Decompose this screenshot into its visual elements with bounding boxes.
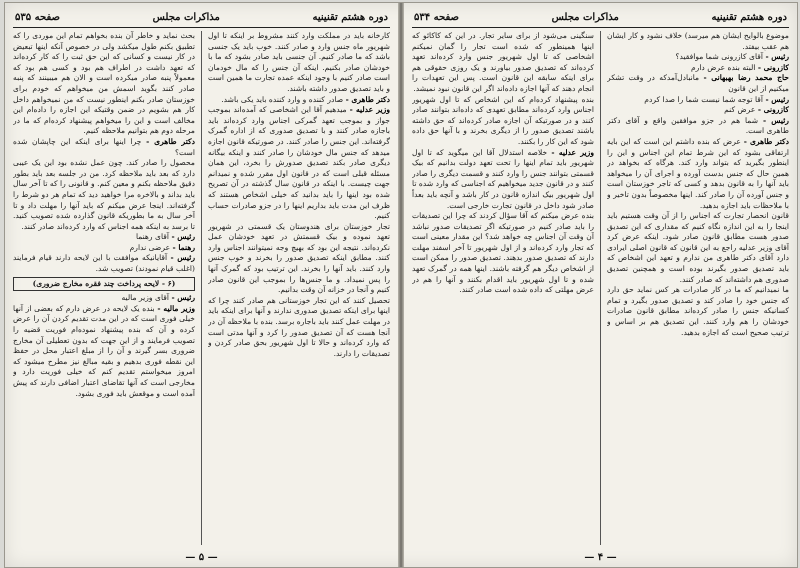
left-page-number: صفحه ۵۳۵ xyxy=(15,11,60,23)
speaker-name: رئیس - xyxy=(765,52,789,62)
right-columns xyxy=(412,31,789,545)
right-session-label: دوره هشتم تقنینیه xyxy=(711,11,787,23)
speech-text: البته بنده عرض دارم xyxy=(690,62,756,72)
speaker-name: رئیس - xyxy=(170,253,195,263)
speech-text: قانون انحصار تجارت که اجناس را از آن وقت هستیم باید اینجا را به این اندازه نگاه کنیم که مقداری که این تصدیق صدور هست مطابق قانون صادر شود. اینکه عرض کرد آقای وزیر عدلیه راجع به این قانون که قانون اصلی ایرادی دارد آقای دکتر طاهری من ندارم و تعهد این اشخاص که باید تصدیق صدور بگیرند بوده است و همچنین تصدیق صدوری هم داشته‌اند که صادر کنند. xyxy=(607,211,789,284)
speech-paragraph xyxy=(13,293,195,304)
speech-text: تحصیل کنند که این تجار خوزستانی هم صادر کنند چرا که اینها برای اینکه تصدیق صدوری ندارند و آنها برای اینکه باید در مهلت عمل کنند باید باجاره برسد. بنده با ملاحظه آن در آنجا هست که آن تصدیق صدور را کرد و آنها مدتی است که وارد کرده‌اند و حالا تا اول شهریور بحق صادر کردن و تصدیقات را دارند. xyxy=(208,295,390,358)
right-page-right-column xyxy=(607,31,789,545)
speech-paragraph xyxy=(13,137,195,158)
right-page-footer: — ۴ — xyxy=(584,552,617,563)
speech-paragraph xyxy=(607,137,789,211)
speech-paragraph xyxy=(13,304,195,399)
left-page-right-column xyxy=(208,31,390,545)
speech-paragraph xyxy=(607,31,789,52)
right-header-rule xyxy=(412,27,789,28)
speech-text: موضوع بالوایح ایشان هم میرسد) خلاف نشود و کار ایشان هم عقب بیفتد. xyxy=(607,31,789,51)
speech-text: آقای کازرونی شما موافقید؟ xyxy=(675,52,764,62)
speech-text: صادر کننده و وارد کننده باید یکی باشد. xyxy=(221,94,344,104)
right-column-divider xyxy=(600,31,601,545)
speaker-name: حاج محمد رضا بهبهانی - xyxy=(703,73,789,83)
speech-text: آقایانیکه موافقت با این لایحه دارند قیام فرمایند (اغلب قیام نمودند) تصویب شد. xyxy=(13,253,195,274)
speaker-name: رئیس - xyxy=(762,115,789,125)
speech-text: آقای وزیر مالیه xyxy=(121,293,170,303)
speech-paragraph xyxy=(13,232,195,243)
speaker-name: وزیر عدلیه - xyxy=(551,147,594,157)
speaker-name: دکتر طاهری - xyxy=(345,94,390,104)
speech-paragraph xyxy=(208,296,390,360)
speaker-name: کازرونی - xyxy=(757,62,789,72)
speech-text: میدهیم آقا این اشخاصی که آمده‌اند بموجب جواز و بموجب تعهد گمرکی اجناس وارد کرده‌اند باید باجازه صادر کنند و با تصدیق صدوری که از اداره گمرک گرفته‌اند. این جنس را صادر کنند. در صورتیکه قانون اجازه میدهد که جنس مال خودشان را صادر کنند و اینکه بیگانه دیگری صادر بکند تصدیق صدورش را بخرد، این همان مسئله قبلی است که در قانون اول مقرر شده و نمیدانم جهت چیست. با اینکه در قانون سال گذشته در آن تصریح شده بود اینها را باید بدانید که خیلی اشخاص هستند که ظرف این مدت باید بداریم اینها را در جزو صادرات حساب کنیم. xyxy=(208,105,390,221)
left-page-left-column xyxy=(13,31,195,545)
speaker-name: رئیس - xyxy=(171,232,195,242)
speaker-name: وزیر مالیه - xyxy=(157,303,195,313)
right-page-header xyxy=(414,9,787,25)
speech-text: خلاصه استدلال آقا این میگوید که تا اول شهریور باید تمام اینها را تحت تعهد دولت بدانیم که بیک قسمتی بتوانند جنس را وارد کنند و قسمت دیگری را صادر کنند و در قانون جدید میخواهیم که اجناسی که وارد شده تا اول شهریور بیک اندازه قانون در کار باشد و آنچه باید بعداً صادر شود داخل در قانون تجارت خارجی است. xyxy=(412,147,594,210)
speech-paragraph xyxy=(607,285,789,338)
right-title-label: مذاکرات مجلس xyxy=(551,11,619,23)
speech-text: عرض کنم xyxy=(724,105,756,115)
speech-paragraph xyxy=(208,105,390,222)
speech-paragraph xyxy=(208,95,390,106)
speech-paragraph xyxy=(607,73,789,94)
left-column-divider xyxy=(201,31,202,545)
speaker-name: رئیس - xyxy=(765,94,789,104)
left-page-footer: — ۵ — xyxy=(185,552,218,563)
speech-text: بنده پیشنهاد کرده‌ام که این اشخاص که تا اول شهریور اجناس وارد کرده‌اند مطابق تعهدی که داده‌اند بتوانند صادر کنند و در صورتیکه آن اجازه صادر کرده‌اند که حق داشته باشند تصدیق صدور را از دیگری بخرند و با آنها حق داده شود که این کار را بکنند. xyxy=(412,94,594,146)
right-page xyxy=(404,3,797,567)
right-page-left-column xyxy=(412,31,594,545)
left-page xyxy=(5,3,398,567)
speech-paragraph xyxy=(607,95,789,106)
right-page-number: صفحه ۵۳۴ xyxy=(414,11,459,23)
speech-paragraph xyxy=(208,222,390,296)
speech-paragraph xyxy=(607,52,789,63)
speech-paragraph xyxy=(412,95,594,148)
left-header-rule xyxy=(13,27,390,28)
speech-paragraph xyxy=(412,148,594,212)
speech-paragraph xyxy=(13,243,195,254)
left-session-label: دوره هشتم تقنینیه xyxy=(312,11,388,23)
speaker-name: دکتر طاهری - xyxy=(743,136,789,146)
speech-paragraph xyxy=(412,31,594,95)
speech-text: آقای رهنما xyxy=(135,232,170,242)
speech-text: آقا توجه شما نیست شما را صدا کردم xyxy=(644,94,764,104)
speech-text: سنگینی می‌شود از برای سایر تجار. در این که کاکائو که اینها همینطور که شده است تجار را گمان نمیکنم اشخاصی که تا اول شهریور جنس وارد کرده‌اند تعهد کرده‌اند که تصدیق صدور بیاورند و یک روزی حقوقی هم برای اینکه سابقه این قانون است. پس این تعهدات را انجام دهند که آنها اجازه داده‌اند اگر این قانون نبود نمیشد. xyxy=(412,31,594,93)
speech-paragraph xyxy=(607,63,789,74)
speaker-name: کازرونی - xyxy=(757,105,789,115)
speech-text: بحث نماید و خاطر آن بنده بخواهم تمام این موردی را که تطبیق بکنم طول میکشد ولی در خصوص آنکه اینها تبعیض در کار نیست و کسانی که این حق ثبت را که کار کرده‌اند که تعهد داشت در اطراف هم بود و کسی هم بود که معمولاً پنبه صادر میکرده است و الان هم میبینند که پنبه صادر کنند بگوید اسمش من میخواهم که خودم برای خوزستان صادر بکنم اینطور نیست که من نمیخواهم داخل کار هم بشویم در ضمن وقتیکه این اجازه را داده‌ام این مخالف است و این را میخواهم پیشنهاد کرده‌ام که ما در مرحله دوم هم بتوانیم ملاحظه کنیم. xyxy=(13,31,195,136)
speech-paragraph xyxy=(607,116,789,137)
speech-text: چرا اینها برای اینکه این چاپشان شده است؟ xyxy=(13,136,195,157)
left-columns xyxy=(13,31,390,545)
speech-text: عرض که بنده داشتم این است که این بایه ارتفاقی بشود که این شرط تمام این اجناس و این را اینطور بگیرید که بتواند وارد کند. هرگاه که بخواهد در همین حال که جنس بدست آورده و اجرای آن را میخواهد باید آنها را به قانون بدهد و کسی که تاجر خوزستان است و جنس آورده آن را صادر کند. اینها مخصوصاً بدون تاخیر و با ملاحظات باید اجازه بدهید. xyxy=(607,136,789,210)
speech-text: بنده عرض میکنم که آقا سؤال کردند که چرا این تصدیقات را باید صادر کنیم در صورتیکه اگر تصدیقات صدور نباشد آن وقت آن اجناس چه خواهد شد؟ این مقدار معینی است که تجار وارد کرده‌اند و از اول شهریور تا آخر اسفند مهلت دارند که تصدیق صدور بدهند. تصدیق صدور را ممکن است از اشخاص دیگر هم گرفته باشند. اینها همه در گمرک تعهد شده و تا اول شهریور باید اقدام بکنند و آنها را هم در عرض مهلتی که داده شده است صادر کنند. xyxy=(412,211,594,295)
speech-paragraph xyxy=(13,31,195,137)
speech-text: محصول را صادر کند. چون عمل نشده بود این یک عیبی دارد که بعد باید ملاحظه کرد. من در جلسه بعد باید بطور دقیق ملاحظه بکنم و معین کنم. و قانونی را که تا آخر سال باید بداند و بالاخره مرا خواهید دید که تمام هر دو شرط را گرفته‌اند. اینجا عرض میکنم که باید آنها را مهلت داد و تا آخر سال به ما بطوریکه قانون گذارده شده تصویب کنید. تا برسد به اینکه همه اجناس که وارد کرده‌اند صادر کنند. xyxy=(13,158,195,231)
speech-paragraph xyxy=(607,211,789,285)
speaker-name: رهنما - xyxy=(172,242,195,252)
speech-paragraph xyxy=(607,105,789,116)
speaker-name: رئیس - xyxy=(171,293,195,303)
speech-text: بنده یک لایحه در عرض دارم که بعضی از آنها خیلی فوری است که در این مدت تقدیم کردن آن را عرض کرده و آن که بنده پیشنهاد نموده‌ام فوریت قضیه را تصویب فرمایند و از این جهت که بدون تعطیلی آن مخارج ضروری بسر گیرند و آن را از مبلغ اعتبار محل در حفظ این نقطه فوری بدهیم و بقیه مبالغ نیز مطرح میشود که امروز میخواستم تقدیم کنم که خیلی فوریت دارد و مخارجی است که آنها تقاضای اعتبار اضافی دارند که پیش آمده است و موقعش باید فوری بشود. xyxy=(13,303,195,398)
speech-text: کارخانه باید در مملکت وارد کنند مشروط بر اینکه تا اول شهریور ماه جنس وارد و صادر کنند. خوب باید یک جنسی باشد که ما صادر کنیم. آن جنسی باید صادر بشود که ما با خودشان صادر بکنیم. اینکه آن جنس را که مال خودمان است صادر کنیم با وجود اینکه عمده تجارت ما همین است و باید تصدیق صدور داشته باشند. xyxy=(208,31,390,93)
left-title-label: مذاکرات مجلس xyxy=(152,11,220,23)
section-heading: (۶ - لایحه پرداخت چند فقره مخارج ضروری) xyxy=(13,277,195,292)
left-page-header xyxy=(15,9,388,25)
speech-paragraph xyxy=(13,253,195,274)
speech-text: شما هم در جزو موافقین واقع و آقای دکتر طاهری است. xyxy=(607,115,789,136)
speaker-name: دکتر طاهری - xyxy=(146,136,195,146)
speech-text: ما نمیدانیم که ما در کار صادرات هر کس نماید حق دارد که جنس خود را صادر کند و تصدیق صدور بگیرد و تمام کسانیکه جنس را صادر کرده‌اند مطابق قانون صادرات خودشان را هم وارد کنند. این تصدیق هم بر اساس و ترتیب صحیح است که اجازه بدهید. xyxy=(607,285,789,337)
speech-text: تجار خوزستان برای هندوستان یک قسمتی در شهریور تعهد نموده و بیک قسمتش در تعهد خودشان عمل نکرده‌اند. نتیجه این بود که بهیچ وجه نمیتوانند اجناس وارد کنند. مطابق اینکه تصدیق صدور را بخرند و خوب جنس وارد کنند. باید آنها را بخرند. این ترتیب بود که گمرک آنها را پس نمیداد. و ما جنس‌ها را بموجب این قانون صادر کنیم و آنجا در خزانه آن وقت بدانیم. xyxy=(208,221,390,295)
speech-paragraph xyxy=(412,211,594,296)
speech-text: مانبادل‌آمدکه در وقت تشکر میکنیم از این قانون xyxy=(607,73,789,93)
speaker-name: وزیر عدلیه - xyxy=(349,105,390,115)
speech-paragraph xyxy=(13,158,195,232)
speech-paragraph xyxy=(208,31,390,95)
book-spread xyxy=(4,2,798,568)
speech-text: عرضی ندارم xyxy=(129,242,171,252)
